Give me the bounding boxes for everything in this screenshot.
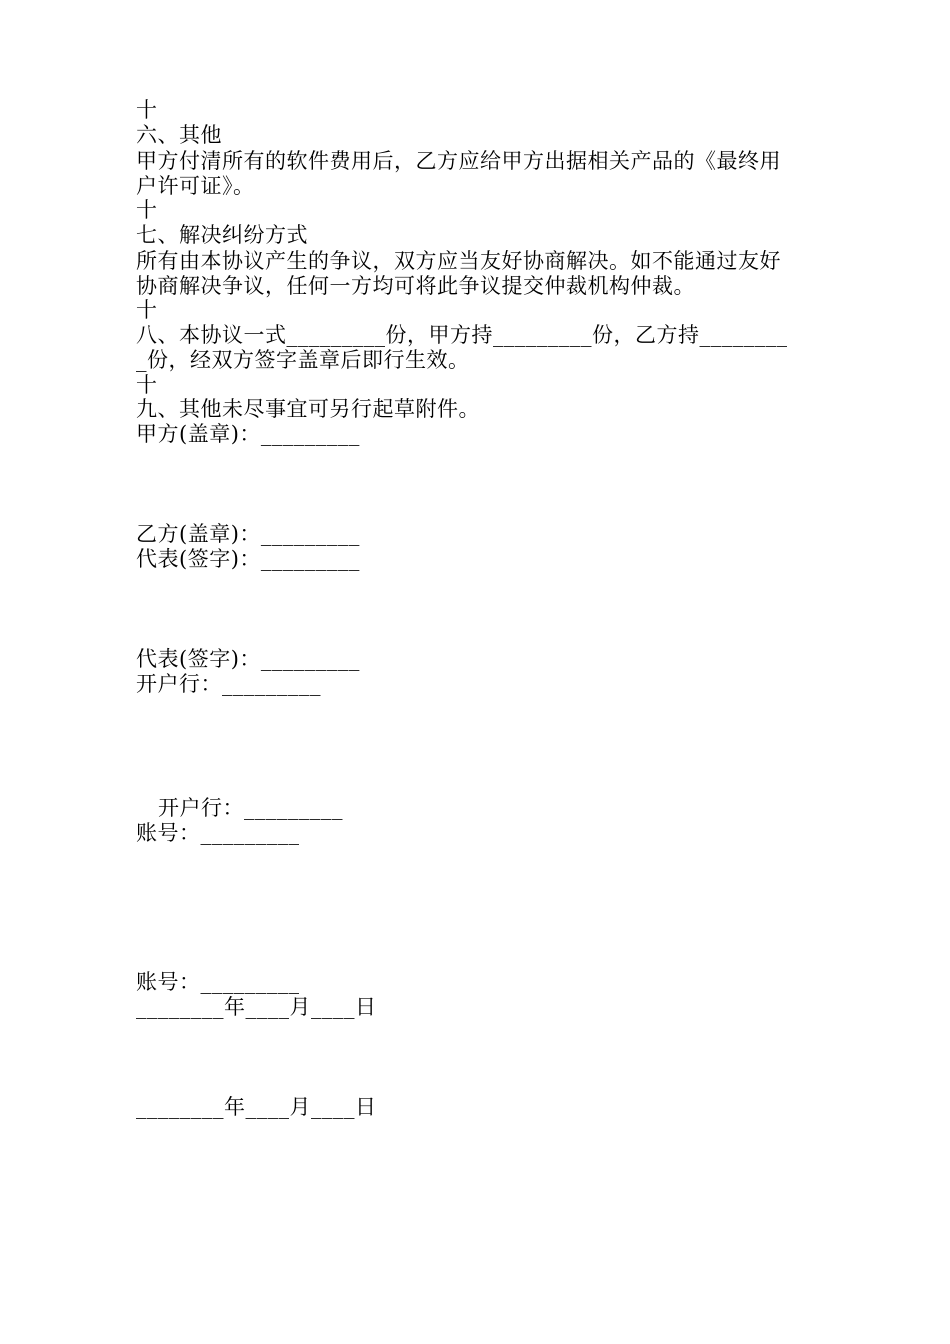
date-field: ________年____月____日 bbox=[136, 995, 377, 1019]
party-b-seal-field: 乙方(盖章)：_________ bbox=[136, 522, 360, 546]
paragraph-line: 户许可证》。 bbox=[136, 174, 255, 198]
representative-signature-field: 代表(签字)：_________ bbox=[136, 547, 360, 571]
paragraph-line: 协商解决争议，任何一方均可将此争议提交仲裁机构仲裁。 bbox=[136, 274, 695, 298]
clause-marker: 十 bbox=[136, 373, 158, 397]
paragraph-line: _份，经双方签字盖章后即行生效。 bbox=[136, 348, 470, 372]
paragraph-line: 甲方付清所有的软件费用后，乙方应给甲方出据相关产品的《最终用 bbox=[136, 149, 781, 173]
paragraph-line: 八、本协议一式_________份，甲方持_________份，乙方持________ bbox=[136, 323, 788, 347]
bank-field: 开户行：_________ bbox=[158, 796, 343, 820]
clause-marker: 十 bbox=[136, 298, 158, 322]
paragraph-line: 所有由本协议产生的争议，双方应当友好协商解决。如不能通过友好 bbox=[136, 249, 781, 273]
section-heading-misc: 九、其他未尽事宜可另行起草附件。 bbox=[136, 397, 480, 421]
bank-field: 开户行：_________ bbox=[136, 672, 321, 696]
account-field: 账号：_________ bbox=[136, 970, 300, 994]
section-heading-dispute: 七、解决纠纷方式 bbox=[136, 223, 308, 247]
representative-signature-field: 代表(签字)：_________ bbox=[136, 647, 360, 671]
section-heading-other: 六、其他 bbox=[136, 123, 222, 147]
party-a-seal-field: 甲方(盖章)：_________ bbox=[136, 422, 360, 446]
clause-marker: 十 bbox=[136, 98, 158, 122]
date-field: ________年____月____日 bbox=[136, 1095, 377, 1119]
clause-marker: 十 bbox=[136, 198, 158, 222]
account-field: 账号：_________ bbox=[136, 821, 300, 845]
